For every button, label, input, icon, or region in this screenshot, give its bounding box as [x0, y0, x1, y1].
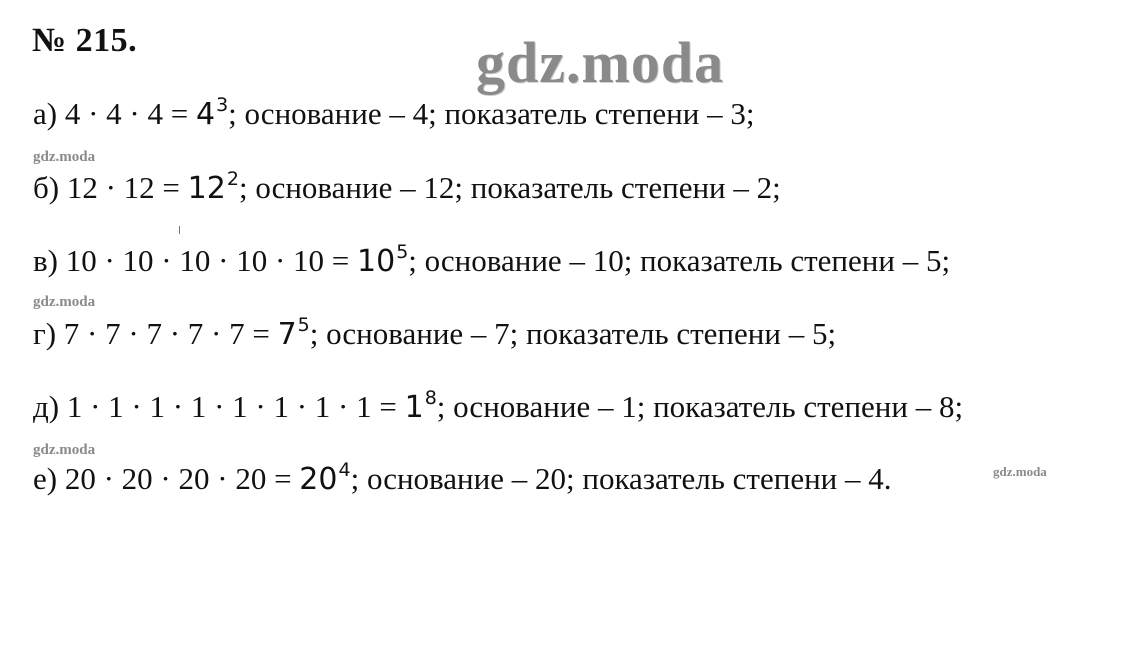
- line-description: ; основание – 4; показатель степени – 3;: [228, 96, 755, 131]
- power-base: 10: [357, 244, 396, 279]
- watermark-logo: gdz.moda: [476, 30, 725, 95]
- watermark-small: gdz.moda: [33, 294, 96, 310]
- power-exponent: 8: [424, 387, 437, 409]
- product-expression: 1 · 1 · 1 · 1 · 1 · 1 · 1 · 1 =: [66, 389, 397, 424]
- power: [195, 94, 229, 132]
- line-label: е): [33, 461, 58, 496]
- stray-mark: [179, 226, 180, 234]
- product-expression: 7 · 7 · 7 · 7 · 7 =: [63, 316, 270, 351]
- line-description: ; основание – 7; показатель степени – 5;: [309, 316, 837, 351]
- power: [357, 241, 409, 279]
- line-description: ; основание – 12; показатель степени – 2;: [238, 170, 781, 205]
- line-label: б): [33, 170, 60, 205]
- product-expression: 4 · 4 · 4 =: [64, 96, 189, 131]
- line-description: ; основание – 1; показатель степени – 8;: [436, 389, 964, 424]
- product-expression: 10 · 10 · 10 · 10 · 10 =: [65, 243, 350, 278]
- answer-line-a: [33, 94, 755, 132]
- line-label: а): [33, 96, 58, 131]
- power-base: 12: [187, 171, 226, 206]
- watermark-small: gdz.moda: [993, 464, 1047, 479]
- line-description: ; основание – 20; показатель степени – 4.: [350, 461, 892, 496]
- answer-line-b: [33, 168, 781, 206]
- power-exponent: 5: [297, 314, 310, 336]
- power-exponent: 5: [396, 241, 409, 263]
- power: [404, 387, 437, 425]
- product-expression: 20 · 20 · 20 · 20 =: [64, 461, 292, 496]
- line-description: ; основание – 10; показатель степени – 5;: [408, 243, 951, 278]
- power-base: 4: [195, 97, 216, 132]
- product-expression: 12 · 12 =: [66, 170, 180, 205]
- watermark-small: gdz.moda: [33, 149, 96, 165]
- power: [277, 314, 310, 352]
- power: [187, 168, 239, 206]
- power: [299, 459, 351, 497]
- answer-line-d: [33, 387, 964, 425]
- watermark-small: gdz.moda: [33, 442, 96, 458]
- power-exponent: 4: [338, 459, 351, 481]
- answer-line-e: [33, 459, 892, 497]
- line-label: в): [33, 243, 58, 278]
- power-base: 1: [404, 390, 424, 425]
- power-exponent: 3: [216, 94, 229, 116]
- answer-line-v: [33, 241, 951, 279]
- line-label: д): [33, 389, 60, 424]
- line-label: г): [33, 316, 57, 351]
- power-exponent: 2: [226, 168, 239, 190]
- answer-line-g: [33, 314, 837, 352]
- power-base: 20: [299, 462, 338, 497]
- power-base: 7: [277, 317, 297, 352]
- problem-number: № 215.: [32, 22, 138, 59]
